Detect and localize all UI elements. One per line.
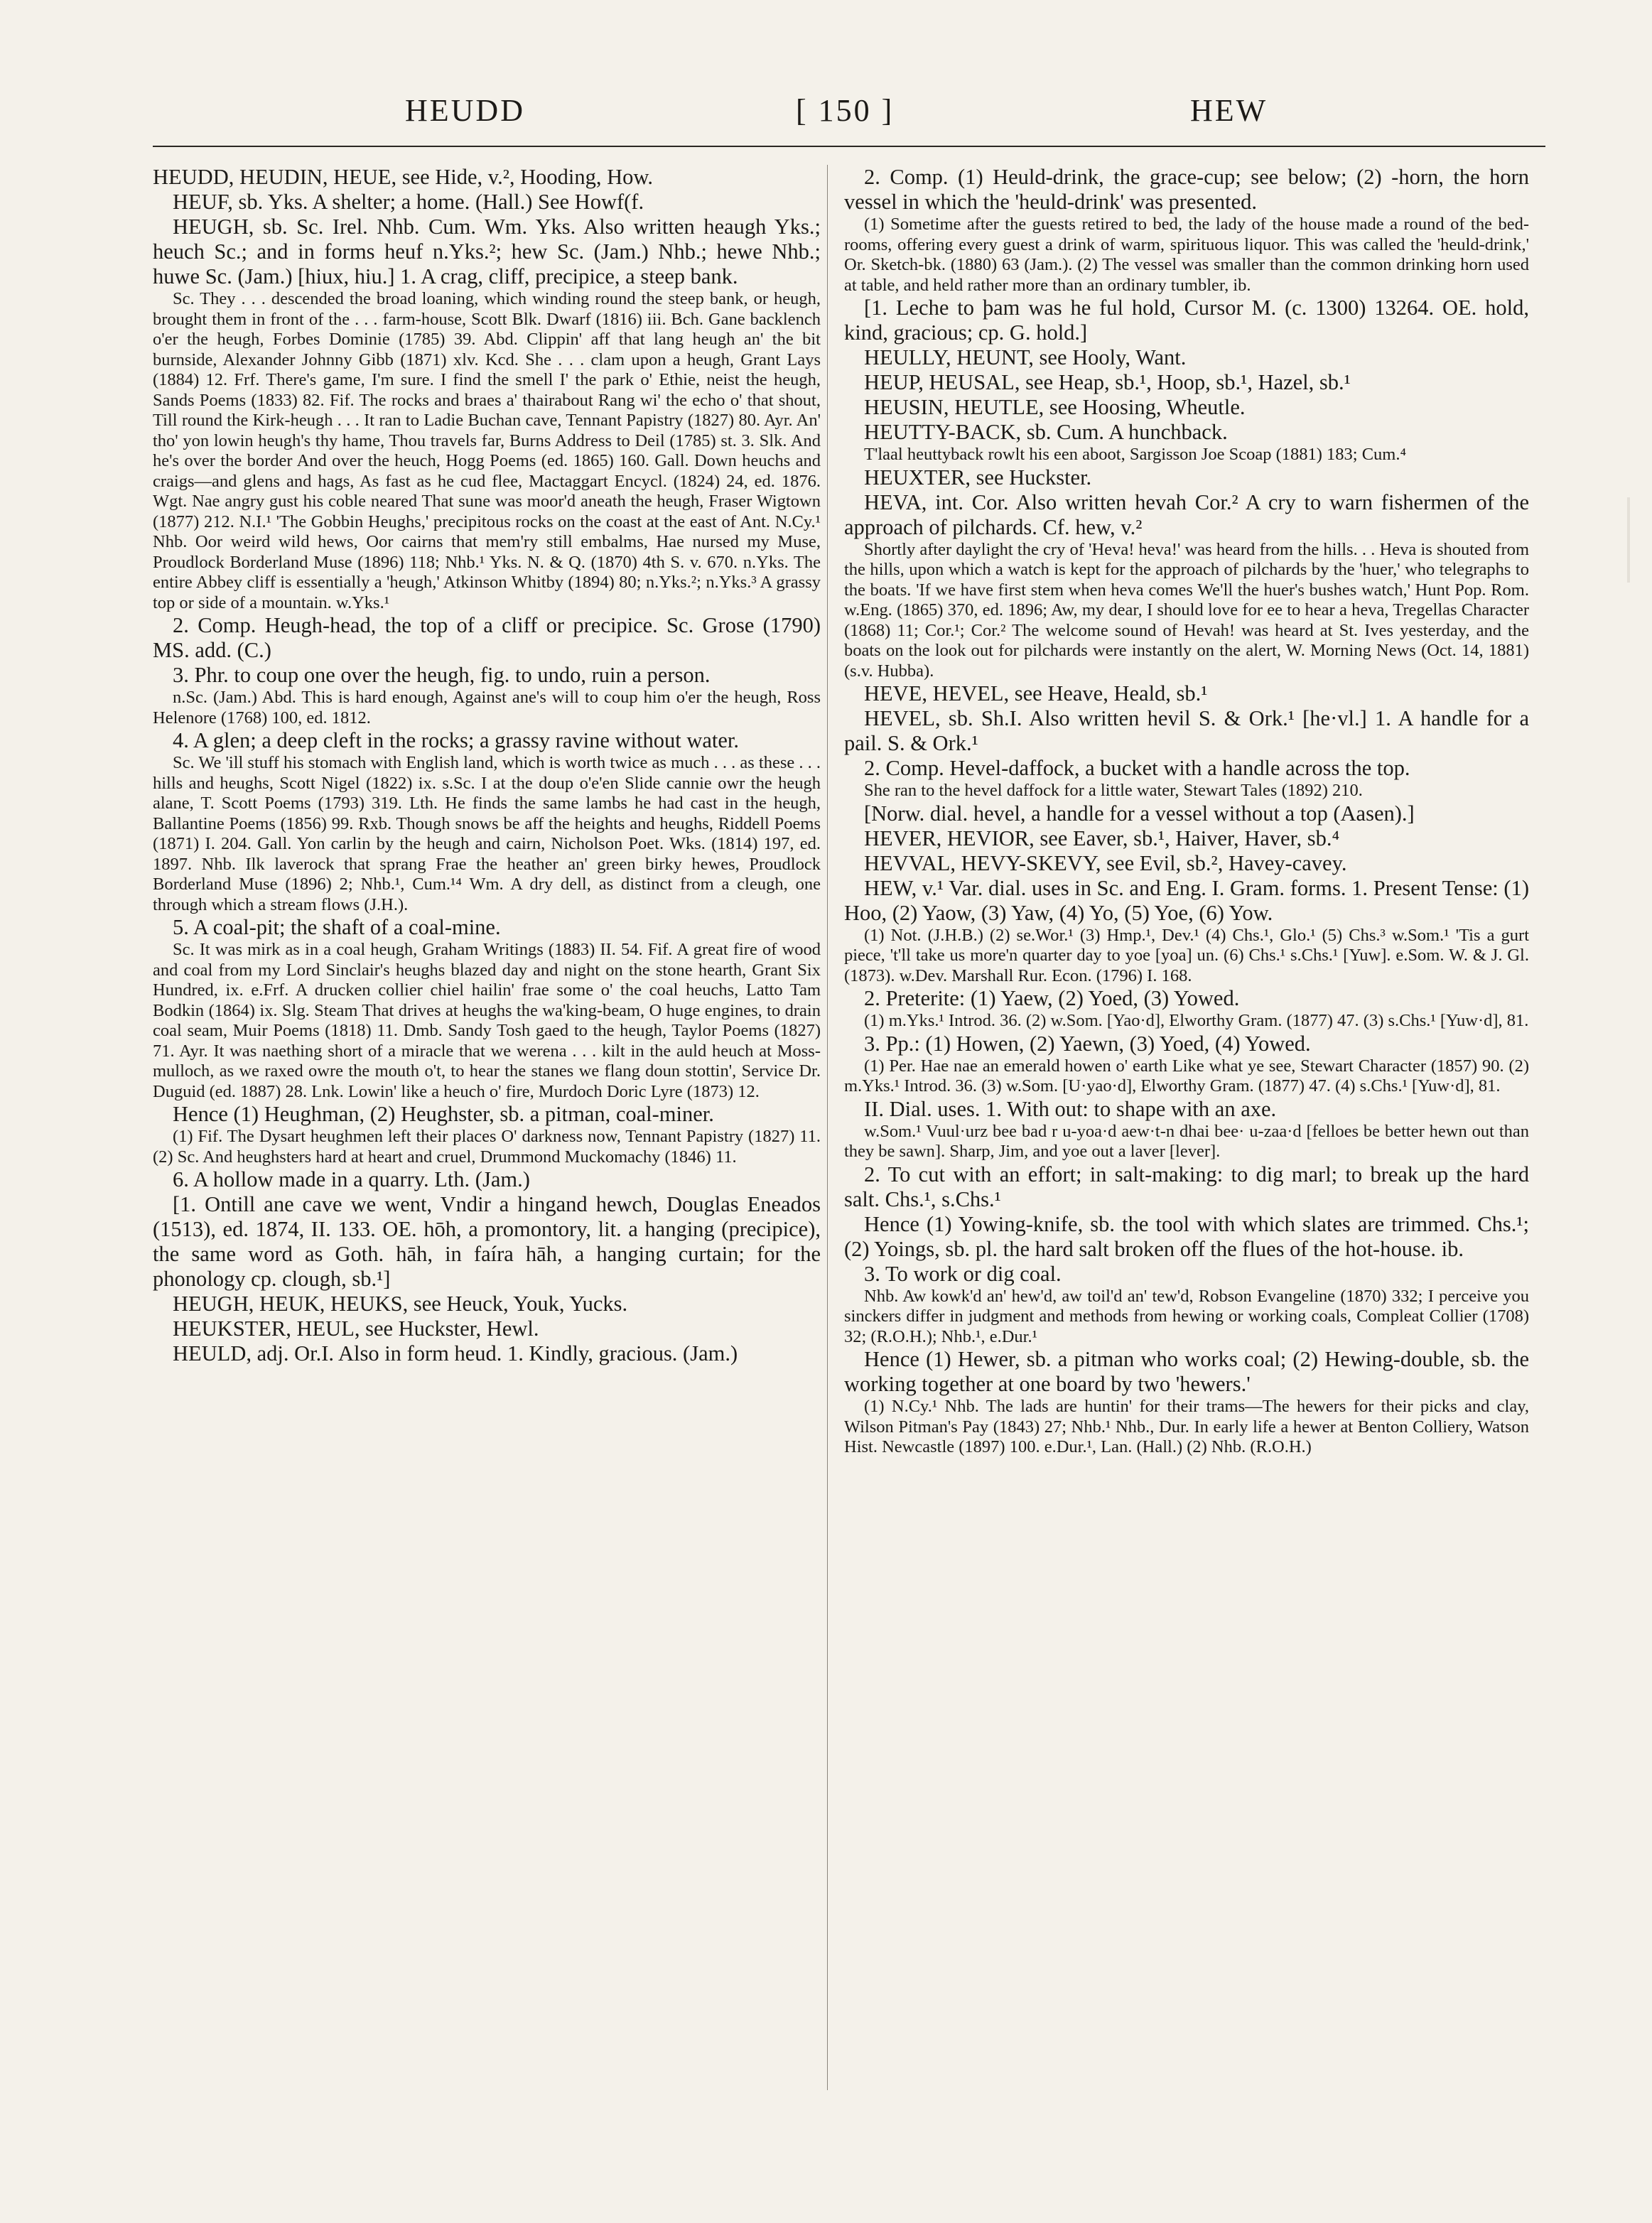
sense-paragraph: 2. Comp. (1) Heuld-drink, the grace-cup; see below; (2) -horn, the horn vessel in which the 'heuld-drink' was presented.: [844, 165, 1529, 214]
etymology-paragraph: [Norw. dial. hevel, a handle for a vessel without a top (Aasen).]: [864, 801, 1415, 826]
quotation-block: (1) Sometime after the guests retired to bed, the lady of the house made a round of the bed-rooms, offering every guest a drink of warm, spirituous liquor. This was called the 'heuld-drink,' Or. Sketch-bk. (1880) 63 (Jam.). (2) The vessel was smaller than the common drinking horn used at table, and held rather more than an ordinary tumbler, ib.: [844, 215, 1529, 295]
entry-heusin: HEUSIN, HEUTLE, see Hoosing, Wheutle.: [864, 395, 1246, 419]
entry-heugh: HEUGH, sb. Sc. Irel. Nhb. Cum. Wm. Yks. Also written heaugh Yks.; heuch Sc.; and in forms heuf n.Yks.²; hew Sc. (Jam.) Nhb.; hewe Nhb.; huwe Sc. (Jam.) [hiux, hiu.] 1. A crag, cliff, precipice, a steep bank.: [153, 215, 821, 288]
etymology-paragraph: [1. Leche to þam was he ful hold, Cursor M. (c. 1300) 13264. OE. hold, kind, gracious; cp. G. hold.]: [844, 296, 1529, 345]
header-rule: [153, 146, 1545, 147]
quotation-block: Nhb. Aw kowk'd an' hew'd, aw toil'd an' tew'd, Robson Evangeline (1870) 332; I perceive you sinckers differ in judgment and methods from hewing or working coals, Compleat Collier (1708) 32; (R.O.H.); Nhb.¹, e.Dur.¹: [844, 1286, 1529, 1346]
entry-heudd: HEUDD, HEUDIN, HEUE, see Hide, v.², Hooding, How.: [153, 165, 654, 189]
entry-heuxter: HEUXTER, see Huckster.: [864, 465, 1092, 490]
sense-paragraph: 2. Comp. Heugh-head, the top of a cliff or precipice. Sc. Grose (1790) MS. add. (C.): [153, 613, 821, 662]
entry-heully: HEULLY, HEUNT, see Hooly, Want.: [864, 345, 1187, 369]
column-divider: [827, 165, 828, 2090]
quotation-block: Sc. We 'ill stuff his stomach with English land, which is worth twice as much . . . as these . . . hills and heughs, Scott Nigel (1822) ix. s.Sc. I at the doup o'e'en Slide cannie owr the heugh alane, T. Scott Poems (1793) 319. Lth. He finds the same lambs he had cast in the heugh, Ballantine Poems (1856) 99. Rxb. Though snows be aff the heights and heughs, Riddell Poems (1871) I. 204. Gall. Yon carlin by the heugh and cairn, Nicholson Poet. Wks. (1814) 197, ed. 1897. Nhb. Ilk laverock that sprang Frae the heather an' green birky hewes, Proudlock Borderland Muse (1896) 2; Nhb.¹, Cum.¹⁴ Wm. A dry dell, as distinct from a cleugh, one through which a stream flows (J.H.).: [153, 753, 821, 914]
right-column: [844, 165, 1529, 2097]
quotation-block: (1) N.Cy.¹ Nhb. The lads are huntin' for their trams—The hewers for their picks and clay, Wilson Pitman's Pay (1843) 27; Nhb.¹ Nhb., Dur. In early life a hewer at Benton Colliery, Watson Hist. Newcastle (1897) 100. e.Dur.¹, Lan. (Hall.) (2) Nhb. (R.O.H.): [844, 1397, 1529, 1456]
entry-hever: HEVER, HEVIOR, see Eaver, sb.¹, Haiver, Haver, sb.⁴: [864, 826, 1340, 850]
quotation-block: Shortly after daylight the cry of 'Heva! heva!' was heard from the hills. . . Heva is shouted from the hills, upon which a watch is kept for the approach of pilchards by the 'huer,' who telegraphs to the boats. 'If we have first stem when heva comes We'll the huer's bushes watch,' Hunt Pop. Rom. w.Eng. (1865) 370, ed. 1896; Aw, my dear, I should love for ee to hear a heva, Tregellas Character (1868) 11; Cor.¹; Cor.² The welcome sound of Hevah! was heard at St. Ives yesterday, and the boats on the look out for pilchards were instantly on the alert, W. Morning News (Oct. 14, 1881) (s.v. Hubba).: [844, 539, 1529, 681]
sense-paragraph: Hence (1) Heughman, (2) Heughster, sb. a pitman, coal-miner.: [173, 1102, 714, 1126]
quotation-block: (1) Fif. The Dysart heughmen left their places O' darkness now, Tennant Papistry (1827) 11. (2) Sc. And heughsters hard at heart and cruel, Drummond Muckomachy (1846) 11.: [153, 1127, 821, 1167]
entry-hevval: HEVVAL, HEVY-SKEVY, see Evil, sb.², Havey-cavey.: [864, 850, 1347, 875]
header-right-catchword: HEW: [1190, 93, 1268, 128]
scan-edge-mark: [1627, 497, 1630, 583]
page-number: [ 150 ]: [796, 93, 895, 128]
sense-paragraph: 2. Preterite: (1) Yaew, (2) Yoed, (3) Yowed.: [864, 986, 1240, 1010]
sense-paragraph: 3. To work or dig coal.: [864, 1261, 1062, 1286]
entry-heugh-see: HEUGH, HEUK, HEUKS, see Heuck, Youk, Yucks.: [173, 1292, 628, 1316]
sense-paragraph: 2. Comp. Hevel-daffock, a bucket with a handle across the top.: [864, 756, 1410, 780]
sense-paragraph: 3. Phr. to coup one over the heugh, fig. to undo, ruin a person.: [173, 663, 711, 687]
quotation-block: Sc. They . . . descended the broad loaning, which winding round the steep bank, or heugh, brought them in front of the . . . farm-house, Scott Blk. Dwarf (1816) iii. Bch. Gane backlench o'er the heugh, Forbes Dominie (1785) 39. Abd. Clippin' aff that lang heugh an' the bit burnside, Alexander Johnny Gibb (1871) xlv. Kcd. She . . . clam upon a heugh, Grant Lays (1884) 12. Frf. There's game, I'm sure. I find the smell I' the park o' Ethie, neist the heugh, Sands Poems (1833) 82. Fif. The rocks and braes a' thairabout Rang wi' the echo o' that shout, Till round the Kirk-heugh . . . It ran to Ladie Buchan cave, Tennant Papistry (1827) 80. Ayr. An' tho' yon lowin heugh's thy hame, Thou travels far, Burns Address to Deil (1785) st. 3. Slk. And he's over the border And over the heuch, Hogg Poems (ed. 1865) 160. Gall. Down heuchs and craigs—and glens and hags, As fast as he cud flee, Mactaggart Encycl. (1824) 24, ed. 1876. Wgt. Nae angry gust his coble neared That sune was moor'd aneath the heugh, Fraser Wigtown (1877) 212. N.I.¹ 'The Gobbin Heughs,' precipitous rocks on the coast at the east of Ant. N.Cy.¹ Nhb. Oor weird wild hews, Oor cairns that mem'ry still embalms, Hae nursed my Muse, Proudlock Borderland Muse (1896) 118; Nhb.¹ Yks. N. & Q. (1870) 4th S. v. 670. n.Yks. The entire Abbey cliff is essentially a 'heugh,' Atkinson Whitby (1894) 80; n.Yks.²; n.Yks.³ A grassy top or side of a mountain. w.Yks.¹: [153, 289, 821, 612]
quotation-block: (1) Per. Hae nae an emerald howen o' earth Like what ye see, Stewart Character (1857) 90. (2) m.Yks.¹ Introd. 36. (3) w.Som. [U·yao·d], Elworthy Gram. (1877) 47. (4) s.Chs.¹ [Yuw·d], 81.: [844, 1056, 1529, 1096]
entry-heutty-back: HEUTTY-BACK, sb. Cum. A hunchback.: [864, 420, 1228, 444]
entry-heva: HEVA, int. Cor. Also written hevah Cor.² A cry to warn fishermen of the approach of pilchards. Cf. hew, v.²: [844, 490, 1529, 539]
sense-paragraph: II. Dial. uses. 1. With out: to shape with an axe.: [864, 1096, 1277, 1121]
entry-heve: HEVE, HEVEL, see Heave, Heald, sb.¹: [864, 681, 1208, 705]
sense-paragraph: 3. Pp.: (1) Howen, (2) Yaewn, (3) Yoed, (4) Yowed.: [864, 1031, 1311, 1056]
sense-paragraph: 2. To cut with an effort; in salt-making: to dig marl; to break up the hard salt. Chs.¹, s.Chs.¹: [844, 1162, 1529, 1211]
quotation-block: n.Sc. (Jam.) Abd. This is hard enough, Against ane's will to coup him o'er the heugh, Ross Helenore (1768) 100, ed. 1812.: [153, 688, 821, 728]
left-column: [153, 165, 821, 2097]
sense-paragraph: Hence (1) Yowing-knife, sb. the tool with which slates are trimmed. Chs.¹; (2) Yoings, sb. pl. the hard salt broken off the flues of the hot-house. ib.: [844, 1211, 1529, 1261]
entry-hew: HEW, v.¹ Var. dial. uses in Sc. and Eng. I. Gram. forms. 1. Present Tense: (1) Hoo, (2) Yaow, (3) Yaw, (4) Yo, (5) Yoe, (6) Yow.: [844, 875, 1529, 925]
entry-heuf: HEUF, sb. Yks. A shelter; a home. (Hall.) See Howf(f.: [173, 190, 644, 214]
header-left-catchword: HEUDD: [405, 93, 525, 128]
quotation-block: (1) m.Yks.¹ Introd. 36. (2) w.Som. [Yao·d], Elworthy Gram. (1877) 47. (3) s.Chs.¹ [Yuw·d], 81.: [864, 1011, 1529, 1030]
entry-hevel: HEVEL, sb. Sh.I. Also written hevil S. & Ork.¹ [he·vl.] 1. A handle for a pail. S. & Ork.¹: [844, 706, 1529, 755]
quotation-block: She ran to the hevel daffock for a little water, Stewart Tales (1892) 210.: [864, 781, 1363, 800]
etymology-paragraph: [1. Ontill ane cave we went, Vndir a hingand hewch, Douglas Eneados (1513), ed. 1874, II. 133. OE. hōh, a promontory, lit. a hanging (precipice), the same word as Goth. hāh, in faíra hāh, a hanging curtain; for the phonology cp. clough, sb.¹]: [153, 1192, 821, 1291]
entry-heuld: HEULD, adj. Or.I. Also in form heud. 1. Kindly, gracious. (Jam.): [173, 1341, 738, 1365]
quotation-block: Sc. It was mirk as in a coal heugh, Graham Writings (1883) II. 54. Fif. A great fire of wood and coal from my Lord Sinclair's heughs blazed day and night on the stone hearth, Grant Six Hundred, ix. e.Frf. A drucken collier chiel hailin' frae some o' the coal heuchs, Latto Tam Bodkin (1864) ix. Slg. Steam That drives at heughs the wa'king-beam, O huge engines, to drain coal seam, Muir Poems (1818) 11. Dmb. Sandy Tosh gaed to the heugh, Taylor Poems (1827) 71. Ayr. It was naething short of a miracle that we werena . . . kilt in the auld heuch at Moss-mulloch, as we raxed owre the mouth o't, to hear the stanes we flang doun stottin', Service Dr. Duguid (ed. 1887) 28. Lnk. Lowin' like a heuch o' fire, Murdoch Doric Lyre (1873) 12.: [153, 940, 821, 1101]
sense-paragraph: 4. A glen; a deep cleft in the rocks; a grassy ravine without water.: [173, 728, 740, 752]
page-header: [153, 92, 1545, 142]
quotation-block: T'laal heuttyback rowlt his een aboot, Sargisson Joe Scoap (1881) 183; Cum.⁴: [864, 445, 1407, 464]
sense-paragraph: 5. A coal-pit; the shaft of a coal-mine.: [173, 915, 501, 939]
sense-paragraph: 6. A hollow made in a quarry. Lth. (Jam.): [173, 1167, 530, 1191]
entry-heukster: HEUKSTER, HEUL, see Huckster, Hewl.: [173, 1316, 539, 1341]
entry-heup: HEUP, HEUSAL, see Heap, sb.¹, Hoop, sb.¹, Hazel, sb.¹: [864, 370, 1351, 394]
sense-paragraph: Hence (1) Hewer, sb. a pitman who works coal; (2) Hewing-double, sb. the working together at one board by two 'hewers.': [844, 1347, 1529, 1396]
quotation-block: (1) Not. (J.H.B.) (2) se.Wor.¹ (3) Hmp.¹, Dev.¹ (4) Chs.¹, Glo.¹ (5) Chs.³ w.Som.¹ 'Tis a gurt piece, 't'll take us more'n quarter day to yoe [yoa] un. (6) Chs.¹ s.Chs.¹ [Yuw]. e.Som. W. & J. Gl. (1873). w.Dev. Marshall Rur. Econ. (1796) I. 168.: [844, 925, 1529, 985]
quotation-block: w.Som.¹ Vuul·urz bee bad r u-yoa·d aew·t-n dhai bee· u-zaa·d [felloes be better hewn out than they be sawn]. Sharp, Jim, and yoe out a laver [lever].: [844, 1121, 1529, 1161]
